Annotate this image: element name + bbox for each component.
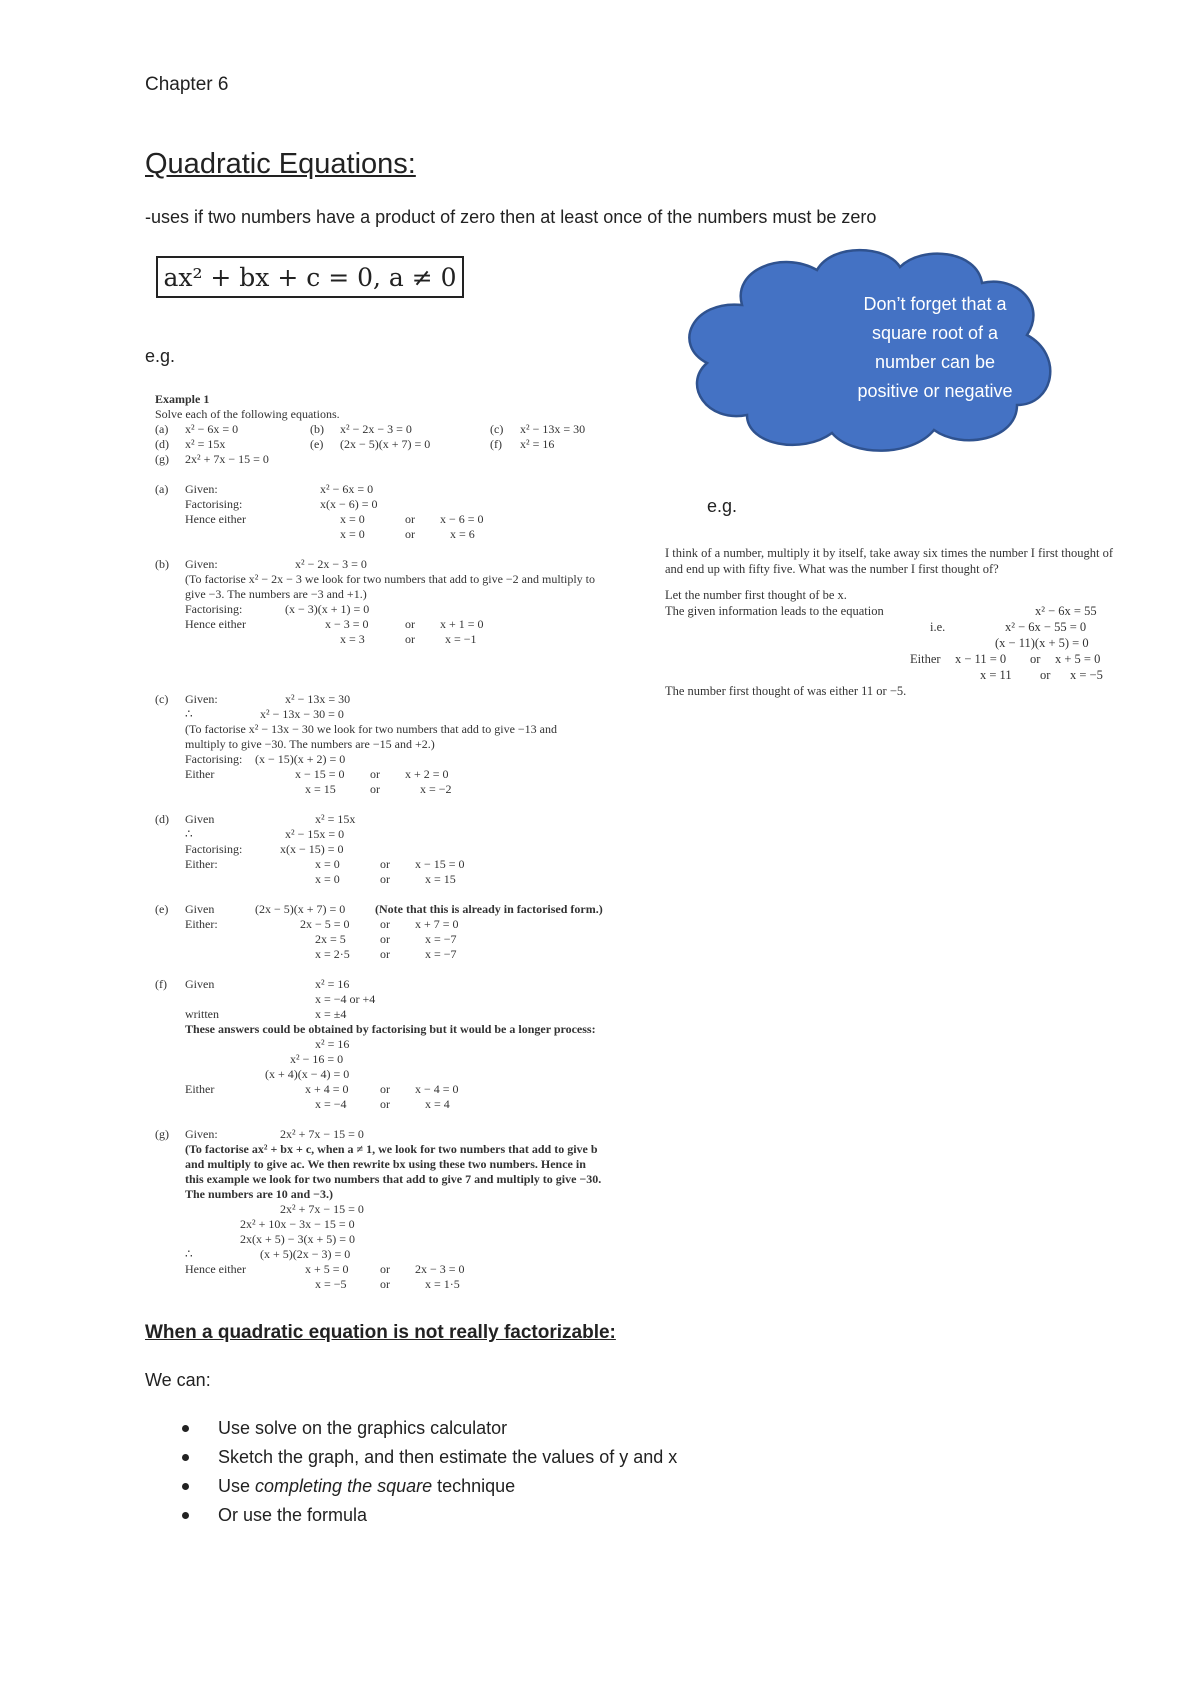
solution-step-label: Factorising:	[185, 752, 243, 766]
solution-or: or	[380, 917, 390, 931]
solution-step: x = 2·5	[315, 947, 350, 961]
solution-step: 2x² + 10x − 3x − 15 = 0	[240, 1217, 355, 1231]
solution-step: x = −2	[420, 782, 452, 796]
word-problem-question: and end up with fifty five. What was the number I first thought of?	[665, 562, 999, 576]
solution-step-label: Either	[185, 767, 215, 781]
solution-or: or	[405, 632, 415, 646]
part-label: (c)	[490, 422, 504, 436]
page-title: Quadratic Equations:	[145, 148, 416, 180]
list-item-text: Use solve on the graphics calculator	[218, 1418, 508, 1438]
solution-step: x = 0	[340, 512, 365, 526]
solution-step: x² − 15x = 0	[285, 827, 345, 841]
solution-or: or	[380, 1097, 390, 1111]
solution-step-label: Factorising:	[185, 497, 243, 511]
solution-step: x + 5 = 0	[305, 1262, 349, 1276]
list-item-text: Or use the formula	[218, 1505, 368, 1525]
list-item-text: technique	[432, 1476, 516, 1496]
solution-step-label: Given:	[185, 482, 218, 496]
solution-note: (Note that this is already in factorised form.)	[375, 902, 603, 916]
solution-step: x = ±4	[315, 1007, 347, 1021]
solution-step-label: Either	[185, 1082, 215, 1096]
solution-note: (To factorise x² − 13x − 30 we look for two numbers that add to give −13 and	[185, 722, 557, 736]
solution-step: x = 15	[425, 872, 456, 886]
part-equation: 2x² + 7x − 15 = 0	[185, 452, 269, 466]
solution-step-label: Given:	[185, 1127, 218, 1141]
part-label: (a)	[155, 422, 169, 436]
solution-step-label: Hence either	[185, 617, 246, 631]
bullet-icon	[182, 1425, 189, 1432]
solution-step: x = 0	[340, 527, 365, 541]
solution-label-b: (b)	[155, 557, 169, 571]
list-item-text: Sketch the graph, and then estimate the values of y and x	[218, 1447, 678, 1467]
solution-step: x + 7 = 0	[415, 917, 459, 931]
solution-step: x − 4 = 0	[415, 1082, 459, 1096]
solution-step: x(x − 15) = 0	[280, 842, 344, 856]
therefore-symbol: ∴	[185, 707, 193, 721]
solution-step: x(x − 6) = 0	[320, 497, 378, 511]
word-problem-let: Let the number first thought of be x.	[665, 588, 847, 602]
solution-note: give −3. The numbers are −3 and +1.)	[185, 587, 367, 601]
solution-step-label: Given	[185, 977, 215, 991]
solution-or: or	[380, 1262, 390, 1276]
solution-label-a: (a)	[155, 482, 169, 496]
solution-or: or	[380, 872, 390, 886]
word-problem-either: Either	[910, 652, 941, 666]
solution-step: x + 1 = 0	[440, 617, 484, 631]
solution-or: or	[370, 767, 380, 781]
solution-or: or	[380, 932, 390, 946]
list-item	[182, 1472, 677, 1501]
solution-step: x = 1·5	[425, 1277, 460, 1291]
solution-step: x + 4 = 0	[305, 1082, 349, 1096]
solution-note: multiply to give −30. The numbers are −15 and +2.)	[185, 737, 435, 751]
solution-step: x² = 16	[315, 1037, 350, 1051]
part-equation: x² − 2x − 3 = 0	[340, 422, 412, 436]
cloud-line: square root of a	[871, 323, 999, 343]
therefore-symbol: ∴	[185, 1247, 193, 1261]
therefore-symbol: ∴	[185, 827, 193, 841]
solution-step: x = −4	[315, 1097, 347, 1111]
word-problem-or: or	[1030, 652, 1041, 666]
solution-step: x − 6 = 0	[440, 512, 484, 526]
solution-step: x + 2 = 0	[405, 767, 449, 781]
list-item	[182, 1501, 677, 1530]
solution-or: or	[405, 512, 415, 526]
eg-label-left: e.g.	[145, 346, 176, 366]
solution-step: x² − 2x − 3 = 0	[295, 557, 367, 571]
solution-step-label: written	[185, 1007, 219, 1021]
solution-step: x = −4 or +4	[315, 992, 376, 1006]
example-1-block	[155, 392, 635, 1292]
solution-or: or	[380, 857, 390, 871]
solution-step-label: Either:	[185, 857, 218, 871]
word-problem-conclusion: The number first thought of was either 11 or −5.	[665, 684, 907, 698]
solution-step-label: Given:	[185, 692, 218, 706]
solution-label-e: (e)	[155, 902, 169, 916]
quadratic-formula-box	[156, 256, 464, 298]
solution-step: x − 15 = 0	[415, 857, 465, 871]
word-problem-step: x = 11	[980, 668, 1012, 682]
solution-step: x² − 13x − 30 = 0	[260, 707, 344, 721]
word-problem-equation: x² − 6x = 55	[1035, 604, 1097, 618]
solution-step-label: Given	[185, 902, 215, 916]
word-problem-ie: i.e.	[930, 620, 946, 634]
part-equation: x² − 13x = 30	[520, 422, 586, 436]
solution-step-label: Factorising:	[185, 602, 243, 616]
chapter-label: Chapter 6	[145, 74, 229, 95]
solution-step-label: Either:	[185, 917, 218, 931]
part-label: (d)	[155, 437, 169, 451]
solution-step-label: Given:	[185, 557, 218, 571]
cloud-line: positive or negative	[857, 381, 1013, 401]
word-problem-step: x + 5 = 0	[1055, 652, 1101, 666]
solution-step: x² − 6x = 0	[320, 482, 374, 496]
solution-step: x = −7	[425, 932, 457, 946]
solution-step: x − 15 = 0	[295, 767, 345, 781]
solution-step-label: Factorising:	[185, 842, 243, 856]
solution-step: (x + 4)(x − 4) = 0	[265, 1067, 350, 1081]
solution-or: or	[405, 617, 415, 631]
solution-step: x = 0	[315, 857, 340, 871]
solution-or: or	[380, 947, 390, 961]
word-problem-step: x = −5	[1070, 668, 1103, 682]
intro-text: -uses if two numbers have a product of zero then at least once of the numbers must be zero	[145, 207, 877, 227]
list-item-emphasis: completing the square	[255, 1476, 433, 1496]
word-problem-equation: x² − 6x − 55 = 0	[1005, 620, 1087, 634]
bullet-icon	[182, 1483, 189, 1490]
word-problem-or: or	[1040, 668, 1051, 682]
solution-step: x² − 16 = 0	[290, 1052, 344, 1066]
we-can-label: We can:	[145, 1370, 211, 1390]
word-problem-factored: (x − 11)(x + 5) = 0	[995, 636, 1089, 650]
example-heading: Example 1	[155, 392, 210, 406]
solution-note: The numbers are 10 and −3.)	[185, 1187, 333, 1201]
solution-step: x = 15	[305, 782, 336, 796]
solution-step: 2x − 5 = 0	[300, 917, 350, 931]
solution-step: (x + 5)(2x − 3) = 0	[260, 1247, 351, 1261]
solution-or: or	[380, 1082, 390, 1096]
part-label: (f)	[490, 437, 502, 451]
solution-step: 2x² + 7x − 15 = 0	[280, 1202, 364, 1216]
solution-step: x² = 16	[315, 977, 350, 991]
solution-step: x = 0	[315, 872, 340, 886]
solution-step: (2x − 5)(x + 7) = 0	[255, 902, 346, 916]
methods-list	[182, 1414, 677, 1530]
solution-step: x = −7	[425, 947, 457, 961]
word-problem-given-label: The given information leads to the equation	[665, 604, 884, 618]
solution-or: or	[370, 782, 380, 796]
example-instruction: Solve each of the following equations.	[155, 407, 340, 421]
solution-step: x = 6	[450, 527, 475, 541]
section-heading-not-factorizable: When a quadratic equation is not really factorizable:	[145, 1322, 616, 1343]
solution-step: 2x = 5	[315, 932, 346, 946]
part-equation: x² = 16	[520, 437, 555, 451]
solution-note: (To factorise x² − 2x − 3 we look for two numbers that add to give −2 and multiply to	[185, 572, 595, 586]
solution-step: x² = 15x	[315, 812, 356, 826]
solution-step: x − 3 = 0	[325, 617, 369, 631]
part-label: (g)	[155, 452, 169, 466]
solution-or: or	[405, 527, 415, 541]
solution-label-c: (c)	[155, 692, 169, 706]
solution-note: These answers could be obtained by factorising but it would be a longer process:	[185, 1022, 596, 1036]
solution-label-g: (g)	[155, 1127, 169, 1141]
part-label: (b)	[310, 422, 324, 436]
solution-step: (x − 3)(x + 1) = 0	[285, 602, 370, 616]
solution-note: and multiply to give ac. We then rewrite bx using these two numbers. Hence in	[185, 1157, 586, 1171]
solution-step: x = 4	[425, 1097, 450, 1111]
eg-label-right: e.g.	[707, 496, 738, 516]
cloud-line: number can be	[874, 352, 996, 372]
list-item-text: Use	[218, 1476, 256, 1496]
cloud-callout-text	[810, 290, 1060, 406]
solution-label-d: (d)	[155, 812, 169, 826]
list-item	[182, 1414, 677, 1443]
list-item	[182, 1443, 677, 1472]
part-equation: x² = 15x	[185, 437, 226, 451]
solution-step: 2x(x + 5) − 3(x + 5) = 0	[240, 1232, 356, 1246]
solution-step: x = 3	[340, 632, 365, 646]
word-problem-block	[665, 545, 1125, 699]
part-label: (e)	[310, 437, 324, 451]
solution-step-label: Hence either	[185, 1262, 246, 1276]
solution-step-label: Hence either	[185, 512, 246, 526]
solution-step: (x − 15)(x + 2) = 0	[255, 752, 346, 766]
part-equation: x² − 6x = 0	[185, 422, 239, 436]
solution-step: x² − 13x = 30	[285, 692, 351, 706]
solution-label-f: (f)	[155, 977, 167, 991]
solution-step: 2x − 3 = 0	[415, 1262, 465, 1276]
cloud-line: Don’t forget that a	[863, 294, 1007, 314]
word-problem-step: x − 11 = 0	[955, 652, 1007, 666]
bullet-icon	[182, 1512, 189, 1519]
solution-step: x = −1	[445, 632, 477, 646]
part-equation: (2x − 5)(x + 7) = 0	[340, 437, 431, 451]
solution-step: x = −5	[315, 1277, 347, 1291]
solution-step: 2x² + 7x − 15 = 0	[280, 1127, 364, 1141]
solution-note: (To factorise ax² + bx + c, when a ≠ 1, we look for two numbers that add to give b	[185, 1142, 598, 1156]
solution-or: or	[380, 1277, 390, 1291]
word-problem-question: I think of a number, multiply it by itself, take away six times the number I first thought of	[665, 546, 1114, 560]
solution-step-label: Given	[185, 812, 215, 826]
solution-note: this example we look for two numbers that add to give 7 and multiply to give −30.	[185, 1172, 602, 1186]
quadratic-formula: ax² + bx + c = 0, a ≠ 0	[163, 262, 457, 292]
bullet-icon	[182, 1454, 189, 1461]
